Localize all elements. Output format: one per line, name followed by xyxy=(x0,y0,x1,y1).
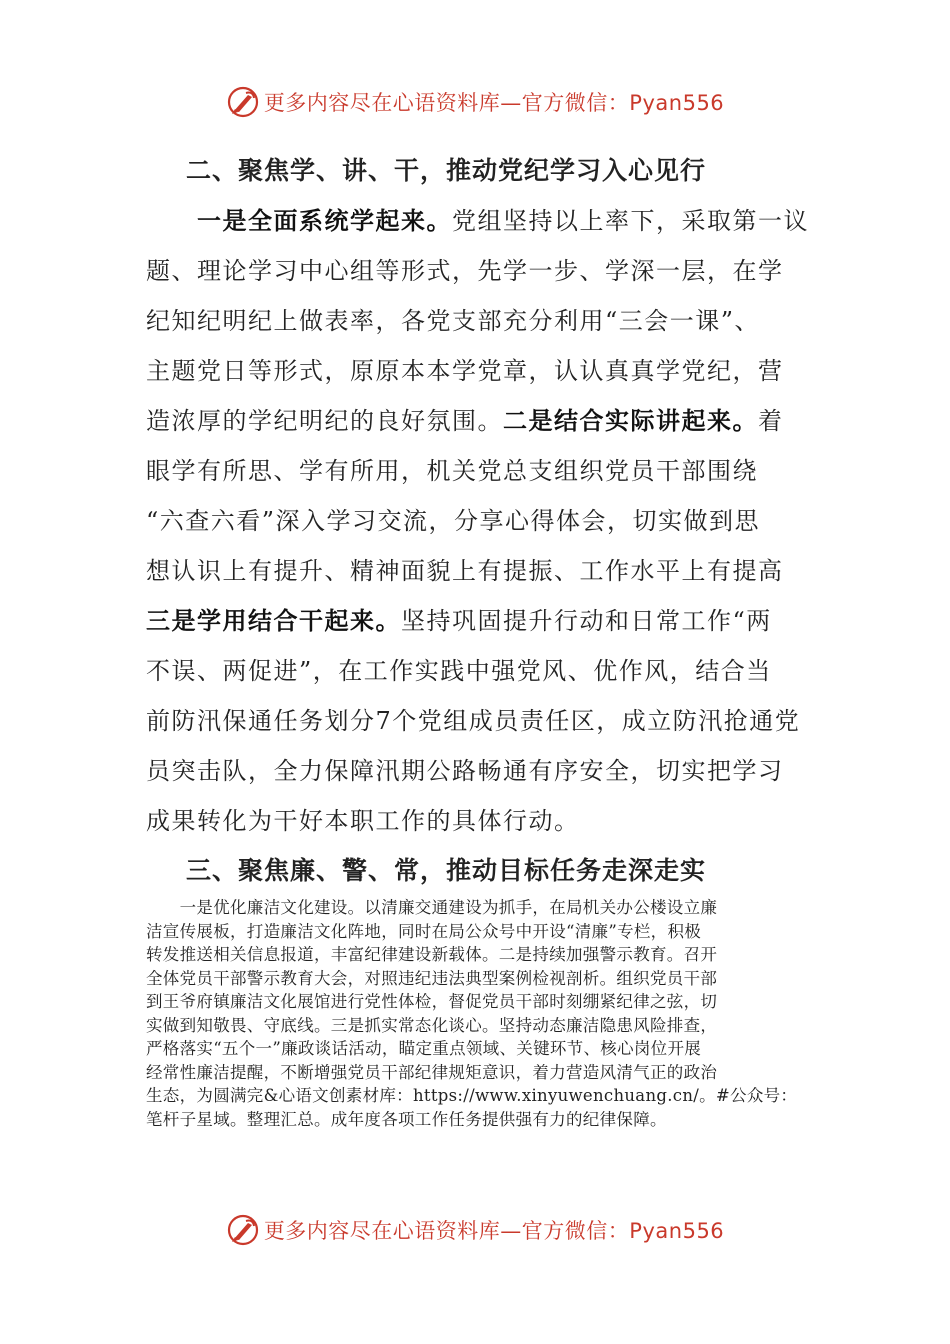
document-body xyxy=(146,146,809,1131)
item-1-bold-lead: 一是全面系统学起来。 xyxy=(197,206,452,235)
section-2-body xyxy=(146,196,809,846)
text-line: 眼学有所思、学有所用，机关党总支组织党员干部围绕 xyxy=(146,457,758,485)
text-line: 主题党日等形式，原原本本学党章，认认真真学党纪，营 xyxy=(146,357,784,385)
text-line: 造浓厚的学纪明纪的良好氛围。二是结合实际讲起来。着 xyxy=(146,406,784,435)
item-2-bold-lead: 二是结合实际讲起来。 xyxy=(503,406,758,435)
section-3-body xyxy=(146,896,806,1131)
item-3-bold-lead: 三是学用结合干起来。 xyxy=(146,606,401,635)
small-text-line: 一是优化廉洁文化建设。以清廉交通建设为抓手，在局机关办公楼设立廉 xyxy=(146,898,718,917)
small-text-line: 实做到知敬畏、守底线。三是抓实常态化谈心。坚持动态廉洁隐患风险排查， xyxy=(146,1015,718,1035)
text-line: 想认识上有提升、精神面貌上有提振、工作水平上有提高 xyxy=(146,557,784,585)
small-text-line: 经常性廉洁提醒，不断增强党员干部纪律规矩意识，着力营造风清气正的政治 xyxy=(146,1062,718,1082)
text-line: 员突击队，全力保障汛期公路畅通有序安全，切实把学习 xyxy=(146,757,784,785)
watermark-banner-top xyxy=(0,82,950,122)
text-line: 前防汛保通任务划分7个党组成员责任区，成立防汛抢通党 xyxy=(146,707,801,735)
text-line: 不误、两促进”，在工作实践中强党风、优作风，结合当 xyxy=(146,657,772,685)
text-line: 题、理论学习中心组等形式，先学一步、学深一层，在学 xyxy=(146,257,784,285)
small-text-line: 全体党员干部警示教育大会，对照违纪违法典型案例检视剖析。组织党员干部 xyxy=(146,968,718,988)
text-line: 一是全面系统学起来。党组坚持以上率下，采取第一议 xyxy=(197,206,809,235)
text-line: 三是学用结合干起来。坚持巩固提升行动和日常工作“两 xyxy=(146,606,772,635)
small-text-line: 生态，为圆满完&心语文创素材库：https://www.xinyuwenchuang.cn/。#公众号： xyxy=(146,1086,798,1105)
watermark-text: 更多内容尽在心语资料库—官方微信：Pyan556 xyxy=(263,91,725,115)
pen-nib-logo-icon xyxy=(226,85,260,119)
watermark-text: 更多内容尽在心语资料库—官方微信：Pyan556 xyxy=(263,1219,725,1243)
small-text-line: 到王爷府镇廉洁文化展馆进行党性体检，督促党员干部时刻绷紧纪律之弦，切 xyxy=(146,992,718,1011)
section-2-heading: 二、聚焦学、讲、干，推动党纪学习入心见行 xyxy=(186,156,707,185)
small-text-line: 洁宣传展板，打造廉洁文化阵地，同时在局公众号中开设“清廉”专栏，积极 xyxy=(146,921,702,941)
text-line: “六查六看”深入学习交流，分享心得体会，切实做到思 xyxy=(146,507,761,535)
watermark-banner-bottom xyxy=(0,1210,950,1250)
pen-nib-logo-icon xyxy=(226,1213,260,1247)
text-line: 纪知纪明纪上做表率，各党支部充分利用“三会一课”、 xyxy=(146,307,761,335)
small-text-line: 严格落实“五个一”廉政谈话活动，瞄定重点领域、关键环节、核心岗位开展 xyxy=(146,1039,702,1058)
text-line: 成果转化为干好本职工作的具体行动。 xyxy=(146,807,580,835)
small-text-line: 转发推送相关信息报道，丰富纪律建设新载体。二是持续加强警示教育。召开 xyxy=(146,945,718,964)
small-text-line: 笔杆子星域。整理汇总。成年度各项工作任务提供强有力的纪律保障。 xyxy=(146,1109,667,1129)
section-3-heading: 三、聚焦廉、警、常，推动目标任务走深走实 xyxy=(186,856,707,885)
